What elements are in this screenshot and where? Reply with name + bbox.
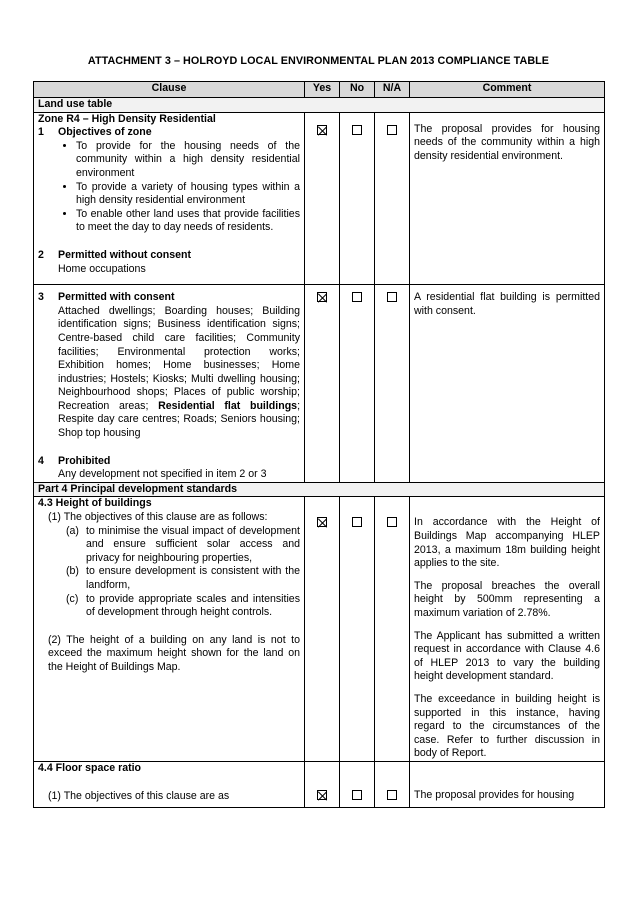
permitted-uses-text xyxy=(38,305,300,441)
sub-label: (a) xyxy=(66,524,79,537)
clause-cell xyxy=(34,112,305,285)
text-span: ; Respite day care centres; Roads; Seniors housing; Shop top housing xyxy=(58,399,301,440)
yes-cell xyxy=(305,112,340,285)
na-cell xyxy=(375,285,410,483)
no-cell xyxy=(340,285,375,483)
clause-heading: 4.4 Floor space ratio xyxy=(38,761,142,774)
comment-paragraph: The Applicant has submitted a written request in accordance with Clause 4.6 of HLEP 2013 to vary the building height development standard. xyxy=(414,629,600,683)
text-span-bold: Residential flat buildings xyxy=(158,399,298,412)
table-header-row xyxy=(34,82,605,98)
item-number: 3 xyxy=(38,291,44,304)
sub-item xyxy=(66,565,300,592)
comment-cell: The proposal provides for housing needs of the community within a high density residential environment. xyxy=(410,112,605,285)
na-cell xyxy=(375,761,410,807)
checkbox-empty-icon[interactable] xyxy=(387,292,397,302)
clause-cell xyxy=(34,285,305,483)
objectives-list xyxy=(38,140,300,235)
clause-cell xyxy=(34,761,305,807)
item-label: Permitted without consent xyxy=(58,248,192,261)
no-cell xyxy=(340,112,375,285)
table-row xyxy=(34,761,605,807)
item-label: Permitted with consent xyxy=(58,291,175,304)
header-no: No xyxy=(340,82,375,98)
item-label: Objectives of zone xyxy=(58,126,152,139)
item-number: 4 xyxy=(38,454,44,467)
sub-label: (c) xyxy=(66,592,79,605)
header-comment: Comment xyxy=(410,82,605,98)
zone-heading: Zone R4 – High Density Residential xyxy=(38,112,216,125)
text-span: Attached dwellings; Boarding houses; Building identification signs; Business identification signs; Centre-based child care facilities; Community facilities; Environmental protection works; Exhibition homes; Home businesses; Home industries; Hostels; Kiosks; Multi dwelling housing; Neighbourhood shops; Places of public worship; Recreation areas; xyxy=(58,304,300,412)
header-yes: Yes xyxy=(305,82,340,98)
clause-cell xyxy=(34,497,305,762)
clause-paragraph: (1) The objectives of this clause are as xyxy=(48,789,230,802)
with-consent-item xyxy=(38,291,300,305)
comment-cell: The proposal provides for housing xyxy=(410,761,605,807)
page-title: ATTACHMENT 3 – HOLROYD LOCAL ENVIRONMENTAL PLAN 2013 COMPLIANCE TABLE xyxy=(87,55,550,67)
na-cell xyxy=(375,497,410,762)
list-item: • To enable other land uses that provide facilities to meet the day to day needs of residents. xyxy=(76,208,300,235)
sub-list xyxy=(38,525,300,620)
clause-paragraph: (2) The height of a building on any land is not to exceed the maximum height shown for the land on the Height of Buildings Map. xyxy=(48,633,300,673)
sub-text: to provide appropriate scales and intensities of development through height controls. xyxy=(86,592,300,619)
checkbox-empty-icon[interactable] xyxy=(352,517,362,527)
header-na: N/A xyxy=(375,82,410,98)
table-row xyxy=(34,112,605,285)
checkbox-empty-icon[interactable] xyxy=(387,517,397,527)
section-row xyxy=(34,482,605,497)
objectives-item xyxy=(38,126,300,140)
sub-text: to ensure development is consistent with the landform, xyxy=(86,565,300,591)
sub-item xyxy=(66,593,300,620)
item-text: Home occupations xyxy=(58,262,146,275)
prohibited-item xyxy=(38,455,300,469)
list-item: • To provide a variety of housing types within a high density residential environment xyxy=(76,181,300,208)
checkbox-empty-icon[interactable] xyxy=(387,790,397,800)
sub-item xyxy=(66,525,300,566)
checkbox-checked-icon[interactable] xyxy=(317,790,327,800)
table-row xyxy=(34,497,605,762)
sub-text: to minimise the visual impact of development and ensure sufficient solar access and privacy for neighbouring properties, xyxy=(86,524,300,564)
checkbox-checked-icon[interactable] xyxy=(317,292,327,302)
table-row xyxy=(34,285,605,483)
yes-cell xyxy=(305,761,340,807)
no-cell xyxy=(340,761,375,807)
item-number: 1 xyxy=(38,126,44,139)
section-part4: Part 4 Principal development standards xyxy=(34,482,605,497)
checkbox-checked-icon[interactable] xyxy=(317,517,327,527)
section-land-use: Land use table xyxy=(34,98,605,113)
checkbox-empty-icon[interactable] xyxy=(352,292,362,302)
comment-cell xyxy=(410,497,605,762)
comment-paragraph: The exceedance in building height is supported in this instance, having regard to the circumstances of the case. Refer to further discussion in body of Report. xyxy=(414,692,600,760)
section-row xyxy=(34,98,605,113)
checkbox-empty-icon[interactable] xyxy=(352,125,362,135)
na-cell xyxy=(375,112,410,285)
comment-paragraph: In accordance with the Height of Buildings Map accompanying HLEP 2013, a maximum 18m building height applies to the site. xyxy=(414,516,600,570)
without-consent-item xyxy=(38,249,300,263)
comment-cell: A residential flat building is permitted with consent. xyxy=(410,285,605,483)
clause-paragraph: (1) The objectives of this clause are as follows: xyxy=(48,511,268,524)
list-item: • To provide for the housing needs of the community within a high density residential environment xyxy=(76,140,300,181)
clause-heading: 4.3 Height of buildings xyxy=(38,497,152,510)
yes-cell xyxy=(305,285,340,483)
comment-paragraph: The proposal breaches the overall height by 500mm representing a maximum variation of 2.78%. xyxy=(414,579,600,619)
yes-cell xyxy=(305,497,340,762)
item-text: Any development not specified in item 2 or 3 xyxy=(58,468,267,481)
checkbox-empty-icon[interactable] xyxy=(387,125,397,135)
no-cell xyxy=(340,497,375,762)
item-number: 2 xyxy=(38,248,44,261)
compliance-table xyxy=(33,81,605,808)
checkbox-checked-icon[interactable] xyxy=(317,125,327,135)
checkbox-empty-icon[interactable] xyxy=(352,790,362,800)
header-clause: Clause xyxy=(34,82,305,98)
sub-label: (b) xyxy=(66,565,79,578)
item-label: Prohibited xyxy=(58,454,111,467)
